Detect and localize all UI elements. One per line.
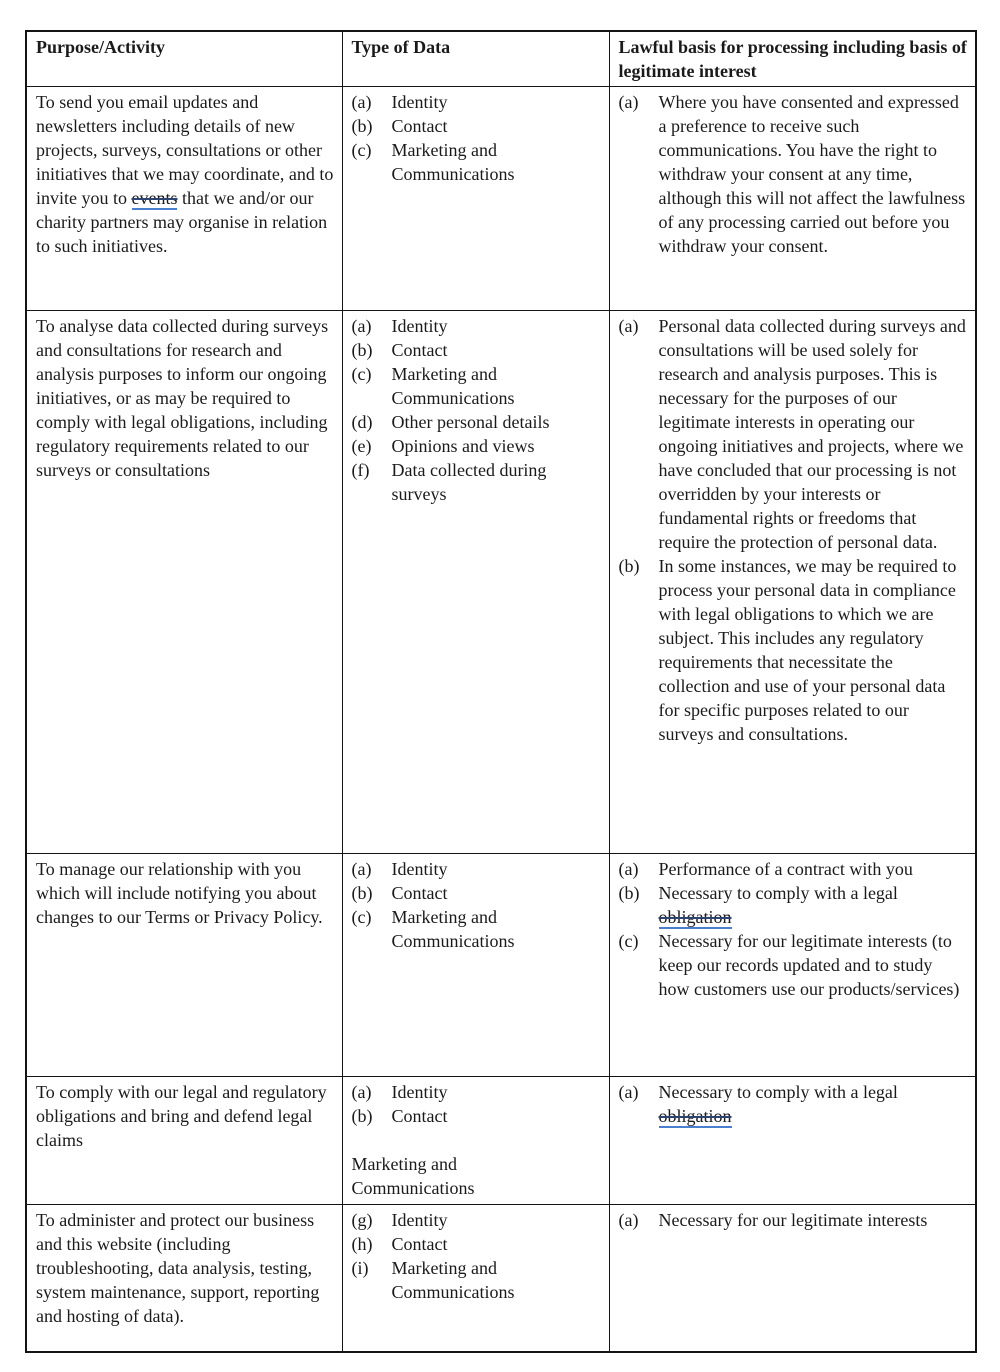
- list-text: Other personal details: [391, 412, 550, 432]
- list-text: Identity: [391, 859, 448, 879]
- lawful-basis-item: [619, 1080, 968, 1128]
- lawful-segment: Necessary to comply with a legal: [658, 1082, 898, 1102]
- data-type-item: [352, 458, 601, 506]
- purpose-segment: To administer and protect our business and this website (including troubleshooting, data analysis, testing, system maintenance, support, reporting and hosting of data).: [36, 1210, 320, 1326]
- purpose-segment: To comply with our legal and regulatory obligations and bring and defend legal claims: [36, 1082, 327, 1150]
- lawful-basis-item: [619, 1208, 968, 1232]
- lawful-basis-item: [619, 314, 968, 554]
- purpose-cell: [26, 87, 342, 311]
- purpose-segment: that we and/or our charity partners may organise in relation to such initiatives.: [36, 188, 328, 256]
- list-label: (g): [351, 1210, 373, 1230]
- purpose-cell: [26, 1077, 342, 1205]
- table-row: [26, 1205, 976, 1352]
- lawful-basis-cell: [609, 1077, 976, 1205]
- data-type-item: [352, 1208, 601, 1232]
- purpose-text: [36, 1208, 334, 1328]
- purpose-cell: [26, 854, 342, 1077]
- purpose-cell: [26, 1205, 342, 1352]
- data-type-unlabelled-line: Marketing and Communications: [351, 1154, 475, 1198]
- lawful-basis-item: [619, 929, 968, 1001]
- list-label: (a): [351, 859, 372, 879]
- list-label: (c): [351, 364, 372, 384]
- list-text: [659, 90, 968, 258]
- data-type-item: [352, 1104, 601, 1128]
- table-row: [26, 311, 976, 854]
- lawful-basis-cell: [609, 311, 976, 854]
- list-label: (c): [618, 931, 639, 951]
- lawful-segment: Necessary to comply with a legal: [658, 883, 898, 903]
- list-text: Contact: [391, 883, 448, 903]
- lawful-basis-item: [619, 857, 968, 881]
- lawful-basis-cell: [609, 87, 976, 311]
- header-lawful-basis: Lawful basis for processing including basis of legitimate interest: [609, 31, 976, 87]
- list-text: Contact: [391, 116, 448, 136]
- lawful-basis-item: [619, 554, 968, 746]
- list-label: (f): [351, 460, 370, 480]
- list-text: Marketing and Communications: [391, 1258, 515, 1302]
- list-label: (a): [618, 859, 639, 879]
- list-text: Contact: [391, 1106, 448, 1126]
- lawful-segment: Performance of a contract with you: [658, 859, 913, 879]
- blank-line: [352, 1128, 601, 1152]
- purpose-text: [36, 1080, 334, 1152]
- data-type-item: [352, 314, 601, 338]
- list-label: (c): [351, 907, 372, 927]
- data-type-item: [352, 338, 601, 362]
- revision-deleted-text: events: [131, 188, 178, 208]
- table-row: [26, 854, 976, 1077]
- lawful-basis-item: [619, 881, 968, 929]
- list-text: Identity: [391, 1082, 448, 1102]
- list-label: (c): [351, 140, 372, 160]
- privacy-purposes-table: [25, 30, 977, 1353]
- list-label: (h): [351, 1234, 373, 1254]
- list-label: (b): [618, 883, 640, 903]
- list-label: (a): [618, 1082, 639, 1102]
- revision-deleted-text: obligation: [658, 1106, 732, 1126]
- list-text: Marketing and Communications: [391, 364, 515, 408]
- type-of-data-cell: [342, 1205, 609, 1352]
- list-text: Identity: [391, 1210, 448, 1230]
- list-label: (a): [618, 316, 639, 336]
- list-label: (b): [351, 1106, 373, 1126]
- type-of-data-cell: [342, 1077, 609, 1205]
- header-type-of-data: Type of Data: [342, 31, 609, 87]
- type-of-data-cell: [342, 854, 609, 1077]
- list-text: Marketing and Communications: [391, 140, 515, 184]
- purpose-cell: [26, 311, 342, 854]
- lawful-basis-item: [619, 90, 968, 258]
- table-row: [26, 87, 976, 311]
- type-of-data-cell: [342, 311, 609, 854]
- lawful-basis-cell: [609, 1205, 976, 1352]
- list-label: (b): [351, 340, 373, 360]
- list-label: (a): [618, 92, 639, 112]
- data-type-item: [352, 90, 601, 114]
- purpose-text: [36, 857, 334, 929]
- lawful-basis-cell: [609, 854, 976, 1077]
- list-label: (b): [351, 883, 373, 903]
- data-type-item: [352, 857, 601, 881]
- list-text: [659, 314, 968, 554]
- list-text: [659, 1080, 968, 1128]
- list-label: (b): [351, 116, 373, 136]
- header-purpose-activity: Purpose/Activity: [26, 31, 342, 87]
- purpose-segment: To manage our relationship with you which will include notifying you about changes to our Terms or Privacy Policy.: [36, 859, 323, 927]
- list-text: Marketing and Communications: [391, 907, 515, 951]
- list-label: (d): [351, 412, 373, 432]
- purpose-text: [36, 314, 334, 482]
- type-of-data-cell: [342, 87, 609, 311]
- lawful-segment: Necessary for our legitimate interests (to keep our records updated and to study how customers use our products/services): [658, 931, 960, 999]
- lawful-segment: Where you have consented and expressed a preference to receive such communications. You have the right to withdraw your consent at any time, although this will not affect the lawfulness of any processing carried out before you withdraw your consent.: [658, 92, 966, 256]
- data-type-item: [352, 114, 601, 138]
- lawful-segment: In some instances, we may be required to process your personal data in compliance with legal obligations to which we are subject. This includes any regulatory requirements that necessitate the collection and use of your personal data for specific purposes related to our surveys and consultations.: [658, 556, 957, 744]
- data-type-item: [352, 362, 601, 410]
- revision-deleted-text: obligation: [658, 907, 732, 927]
- table-row: [26, 1077, 976, 1205]
- lawful-segment: Necessary for our legitimate interests: [658, 1210, 928, 1230]
- list-text: Identity: [391, 92, 448, 112]
- table-header-row: [26, 31, 976, 87]
- list-label: (a): [351, 92, 372, 112]
- list-text: Contact: [391, 340, 448, 360]
- data-type-item: [352, 410, 601, 434]
- list-text: [659, 554, 968, 746]
- list-text: [659, 881, 968, 929]
- data-type-item: [352, 1232, 601, 1256]
- list-text: Data collected during surveys: [391, 460, 547, 504]
- list-text: Opinions and views: [391, 436, 535, 456]
- list-label: (e): [351, 436, 372, 456]
- purpose-segment: To send you email updates and newsletters including details of new projects, surveys, consultations or other initiatives that we may coordinate, and to invite you to: [36, 92, 334, 208]
- data-type-item: [352, 138, 601, 186]
- data-type-item: [352, 434, 601, 458]
- list-text: Contact: [391, 1234, 448, 1254]
- list-text: [659, 857, 968, 881]
- list-label: (i): [351, 1258, 369, 1278]
- list-label: (a): [618, 1210, 639, 1230]
- data-type-item: [352, 1080, 601, 1104]
- data-type-item: [352, 905, 601, 953]
- purpose-text: [36, 90, 334, 258]
- data-type-item: [352, 1256, 601, 1304]
- list-label: (a): [351, 316, 372, 336]
- lawful-segment: Personal data collected during surveys and consultations will be used solely for research and analysis purposes. This is necessary for the purposes of our legitimate interests in operating our ongoing initiatives and projects, where we have concluded that our processing is not overridden by your interests or fundamental rights or freedoms that require the protection of personal data.: [658, 316, 966, 552]
- list-text: Identity: [391, 316, 448, 336]
- list-text: [659, 1208, 968, 1232]
- data-type-item: [352, 881, 601, 905]
- purpose-segment: To analyse data collected during surveys and consultations for research and analysis purposes to inform our ongoing initiatives, or as may be required to comply with legal obligations, including regulatory requirements related to our surveys or consultations: [36, 316, 329, 480]
- list-text: [659, 929, 968, 1001]
- list-label: (a): [351, 1082, 372, 1102]
- list-label: (b): [618, 556, 640, 576]
